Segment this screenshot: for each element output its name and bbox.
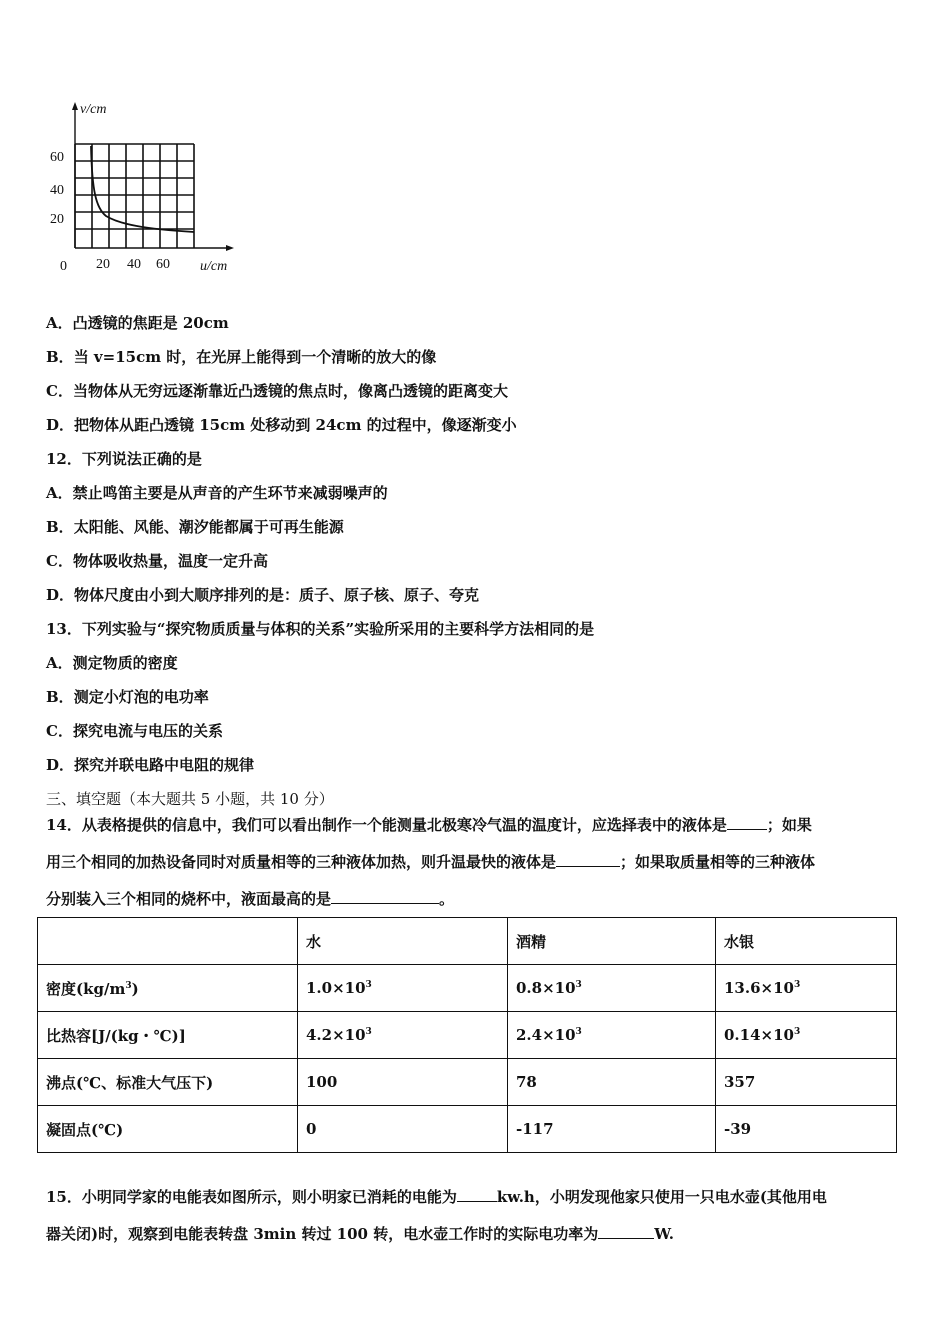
y-tick-40: 40 (50, 183, 64, 198)
q14-line-2: 用三个相同的加热设备同时对质量相等的三种液体加热，则升温最快的液体是 ；如果取质量相等的三种液体 (46, 853, 816, 871)
q12-option-c: C．物体吸收热量，温度一定升高 (46, 552, 268, 570)
table-row (38, 1059, 897, 1106)
table-cell: 0 (298, 1106, 508, 1153)
graph-grid (75, 144, 194, 248)
q12-option-b: B．太阳能、风能、潮汐能都属于可再生能源 (46, 518, 344, 536)
q14-blank-3[interactable] (331, 891, 439, 904)
row-label: 凝固点(℃) (38, 1106, 298, 1153)
section-3-heading: 三、填空题（本大题共 5 小题，共 10 分） (46, 790, 334, 808)
q14-blank-1[interactable] (727, 817, 767, 830)
table-cell: $13.6\times 10^3$ (716, 965, 897, 1012)
q12-option-d: D．物体尺度由小到大顺序排列的是：质子、原子核、原子、夸克 (46, 586, 480, 604)
table-header-row (38, 918, 897, 965)
table-cell: $1.0\times 10^3$ (298, 965, 508, 1012)
table-cell: 357 (716, 1059, 897, 1106)
q11-option-a: A．凸透镜的焦距是 20cm (46, 314, 229, 332)
x-axis-label: u/cm (200, 259, 228, 274)
table-row (38, 1012, 897, 1059)
table-row (38, 1106, 897, 1153)
table-header-cell: 酒精 (508, 918, 716, 965)
q13-option-b: B．测定小灯泡的电功率 (46, 688, 209, 706)
q11-option-b: B．当 v=15cm 时，在光屏上能得到一个清晰的放大的像 (46, 348, 437, 366)
row-label: 比热容[J/(kg・℃)] (38, 1012, 298, 1059)
origin-label: 0 (60, 259, 67, 274)
table-header-cell: 水银 (716, 918, 897, 965)
q15-line-2: 器关闭)时，观察到电能表转盘 3min 转过 100 转，电水壶工作时的实际电功率为 W. (46, 1225, 674, 1243)
table-cell: $0.8\times 10^3$ (508, 965, 716, 1012)
q13-stem: 13．下列实验与“探究物质质量与体积的关系”实验所采用的主要科学方法相同的是 (46, 620, 595, 638)
table-cell: 100 (298, 1059, 508, 1106)
q15-blank-2[interactable] (598, 1226, 654, 1239)
row-label: 密度$(kg/m^3)$ (38, 965, 298, 1012)
x-tick-60: 60 (156, 257, 170, 272)
table-cell: $4.2\times 10^3$ (298, 1012, 508, 1059)
q12-option-a: A．禁止鸣笛主要是从声音的产生环节来减弱噪声的 (46, 484, 388, 502)
x-tick-40: 40 (127, 257, 141, 272)
table-header-cell (38, 918, 298, 965)
table-cell: $2.4\times 10^3$ (508, 1012, 716, 1059)
q11-option-d: D．把物体从距凸透镜 15cm 处移动到 24cm 的过程中，像逐渐变小 (46, 416, 517, 434)
table-cell: 78 (508, 1059, 716, 1106)
table-header-cell: 水 (298, 918, 508, 965)
row-label: 沸点(℃、标准大气压下) (38, 1059, 298, 1106)
q13-option-d: D．探究并联电路中电阻的规律 (46, 756, 255, 774)
q14-line-1: 14．从表格提供的信息中，我们可以看出制作一个能测量北极寒冷气温的温度计，应选择表中的液体是 ；如果 (46, 816, 812, 834)
q14-line-3: 分别装入三个相同的烧杯中，液面最高的是 。 (46, 890, 455, 908)
table-cell: $0.14\times 10^3$ (716, 1012, 897, 1059)
q14-blank-2[interactable] (556, 854, 620, 867)
q11-option-c: C．当物体从无穷远逐渐靠近凸透镜的焦点时，像离凸透镜的距离变大 (46, 382, 508, 400)
x-tick-20: 20 (96, 257, 110, 272)
liquid-properties-table (37, 917, 897, 1153)
q13-option-c: C．探究电流与电压的关系 (46, 722, 223, 740)
q15-blank-1[interactable] (457, 1189, 497, 1202)
table-cell: -117 (508, 1106, 716, 1153)
table-row (38, 965, 897, 1012)
y-axis-label: v/cm (80, 102, 107, 117)
q13-option-a: A．测定物质的密度 (46, 654, 178, 672)
table-cell: -39 (716, 1106, 897, 1153)
y-tick-60: 60 (50, 150, 64, 165)
q15-line-1: 15．小明同学家的电能表如图所示，则小明家已消耗的电能为 kw.h，小明发现他家只使用一只电水壶(其他用电 (46, 1188, 827, 1206)
q12-stem: 12．下列说法正确的是 (46, 450, 202, 468)
lens-image-distance-graph (44, 96, 244, 276)
y-tick-20: 20 (50, 212, 64, 227)
